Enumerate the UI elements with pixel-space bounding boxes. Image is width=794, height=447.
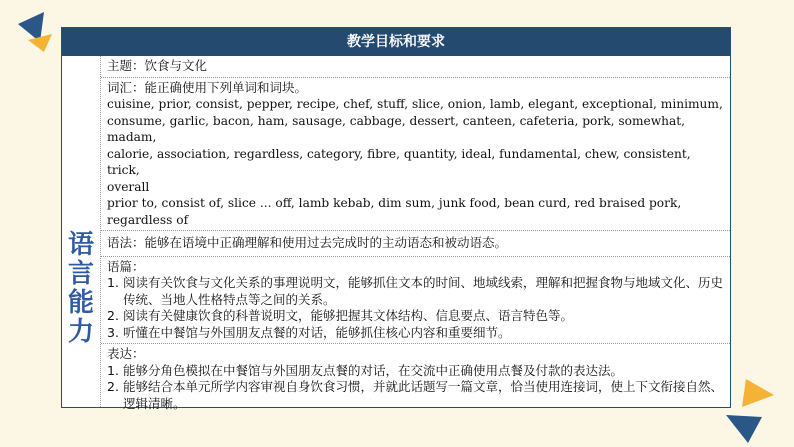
side-label-char: 力: [67, 317, 94, 347]
list-item: [107, 363, 724, 380]
vocabulary-title: 词汇：能正确使用下列单词和词块。: [107, 79, 308, 95]
expression-title: 表达：: [107, 346, 145, 361]
objectives-table: [61, 27, 731, 411]
content-cell: [101, 56, 730, 411]
orange-triangle-shape: [742, 379, 774, 407]
list-item: [107, 325, 724, 342]
discourse-title: 语篇：: [107, 258, 145, 274]
vocabulary-words-line: consume, garlic, bacon, ham, sausage, cabbage, dessert, canteen, cafeteria, pork, somewhat, madam,: [107, 113, 686, 144]
list-text: 阅读有关健康饮食的科普说明文，能够把握其文体结构、信息要点、语言特色等。: [123, 308, 574, 323]
grammar-section: [101, 231, 730, 257]
list-item: [107, 308, 724, 325]
topic-section: [101, 56, 730, 78]
list-text: 能够结合本单元所学内容审视自身饮食习惯，并就此话题写一篇文章，恰当使用连接词，使上下文衔接自然、逻辑清晰。: [123, 379, 724, 411]
vocabulary-words-line: cuisine, prior, consist, pepper, recipe, chef, stuff, slice, onion, lamb, elegant, exceptional, minimum,: [107, 97, 723, 111]
table-header: 教学目标和要求: [62, 28, 730, 56]
side-label-char: 言: [67, 259, 94, 289]
list-text: 能够分角色模拟在中餐馆与外国朋友点餐的对话，在交流中正确使用点餐及付款的表达法。: [123, 362, 624, 378]
expression-list: [107, 363, 724, 413]
list-text: 阅读有关饮食与文化关系的事理说明文，能够抓住文本的时间、地域线索，理解和把握食物与地域文化、历史传统、当地人性格特点等之间的关系。: [123, 275, 724, 307]
vocabulary-phrases-line: prior to, consist of, slice ... off, lamb kebab, dim sum, junk food, bean curd, red braised pork,: [107, 196, 682, 210]
list-item: [107, 275, 724, 308]
list-number: 3.: [107, 324, 119, 340]
vocabulary-words-line: overall: [107, 179, 150, 194]
list-text: 听懂在中餐馆与外国朋友点餐的对话，能够抓住核心内容和重要细节。: [123, 324, 511, 340]
list-number: 2.: [107, 379, 119, 394]
side-label: [62, 231, 100, 347]
list-number: 1.: [107, 275, 119, 290]
vocabulary-phrases-line: regardless of: [107, 212, 189, 227]
list-item: [107, 379, 724, 412]
topic-text: 主题：饮食与文化: [107, 58, 208, 73]
side-label-cell: [62, 56, 101, 407]
vocabulary-words-line: calorie, association, regardless, category, fibre, quantity, ideal, fundamental, chew, consistent, trick,: [107, 146, 691, 177]
discourse-section: [101, 257, 730, 345]
side-label-char: 能: [67, 288, 94, 318]
blue-triangle-shape: [726, 415, 762, 443]
list-number: 1.: [107, 362, 119, 378]
side-label-char: 语: [67, 230, 94, 260]
expression-section: [101, 344, 730, 414]
vocabulary-section: [101, 78, 730, 232]
grammar-text: 语法：能够在语境中正确理解和使用过去完成时的主动语态和被动语态。: [107, 235, 508, 250]
discourse-list: [107, 275, 724, 341]
list-number: 2.: [107, 308, 119, 323]
